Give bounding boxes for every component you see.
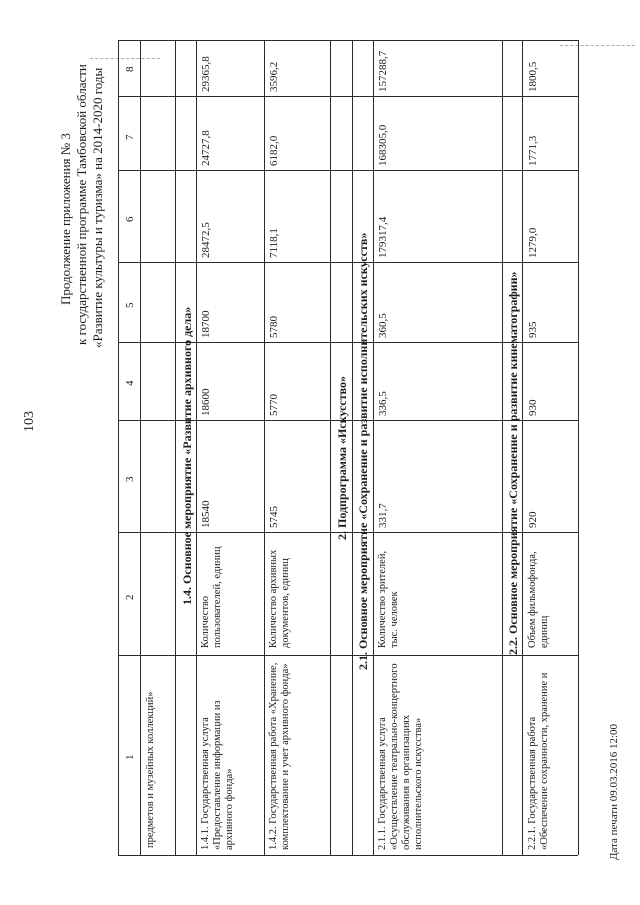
row-3-v8: 157288,7	[377, 50, 389, 92]
row-1-v7: 24727,8	[200, 130, 212, 166]
row-4-v4: 930	[527, 399, 539, 416]
row-1-v6: 28472,5	[200, 222, 212, 258]
row-4-name: 2.2.1. Государственная работа «Обеспечение сохранности, хранение и	[527, 672, 550, 850]
row-3-name: 2.1.1. Государственная услуга «Осуществление театрально-концертного обслуживания в организациях исполнительского искусства»	[377, 663, 424, 850]
row-1-indicator: Количество пользователей, единиц	[200, 546, 223, 648]
row-4-v5: 935	[527, 321, 539, 338]
row-3-v7: 168305,0	[377, 124, 389, 166]
row-2-v5: 5780	[268, 316, 280, 338]
row-3-v6: 179317,4	[377, 216, 389, 258]
col-header-7: 7	[124, 134, 136, 140]
col-header-1: 1	[124, 754, 136, 760]
row-4-v3: 920	[527, 511, 539, 528]
section-2-2: 2.2. Основное мероприятие «Сохранение и развитие кинематографии»	[506, 271, 520, 655]
header-line-3: «Развитие культуры и туризма» на 2014-2020 годы	[90, 67, 105, 348]
header-line-1: Продолжение приложения № 3	[58, 133, 73, 305]
row-2-v6: 7118,1	[268, 228, 280, 258]
col-header-2: 2	[124, 594, 136, 600]
col-header-8: 8	[124, 66, 136, 72]
row-3-v5: 360,5	[377, 313, 389, 338]
col-header-5: 5	[124, 302, 136, 308]
print-date: Дата печати 09.03.2016 12:00	[608, 723, 620, 860]
row-1-v5: 18700	[200, 310, 212, 338]
col-header-4: 4	[124, 380, 136, 386]
page-number: 103	[22, 411, 37, 432]
row-4-v6: 1279,0	[527, 227, 539, 258]
row-1-v8: 29365,8	[200, 56, 212, 92]
row-1-name: 1.4.1. Государственная услуга «Предоставление информации из архивного фонда»	[200, 700, 235, 850]
row-3-v4: 336,5	[377, 391, 389, 416]
row-2-indicator: Количество архивных документов, единиц	[268, 549, 291, 648]
section-1-4: 1.4. Основное мероприятие «Развитие архивного дела»	[180, 306, 194, 605]
col-header-3: 3	[124, 476, 136, 482]
col-header-6: 6	[124, 216, 136, 222]
row-2-v4: 5770	[268, 394, 280, 416]
row-2-name: 1.4.2. Государственная работа «Хранение, комплектование и учет архивного фонда»	[268, 662, 291, 850]
row-2-v8: 3596,2	[268, 61, 280, 92]
row-2-v7: 6182,0	[268, 135, 280, 166]
subprogram-2: 2. Подпрограмма «Искусство»	[335, 375, 349, 540]
top-fragment: предметов и музейных коллекций»	[145, 691, 156, 848]
row-4-v7: 1771,3	[527, 135, 539, 166]
header-line-2: к государственной программе Тамбовской области	[74, 64, 89, 345]
row-2-v3: 5745	[268, 506, 280, 528]
row-3-v3: 331,7	[377, 503, 389, 528]
margin-mark-top	[90, 58, 160, 59]
row-3-indicator: Количество зрителей, тыс. человек	[377, 550, 400, 648]
row-1-v4: 18600	[200, 388, 212, 416]
section-2-1: 2.1. Основное мероприятие «Сохранение и развитие исполнительских искусств»	[356, 232, 370, 670]
row-1-v3: 18540	[200, 500, 212, 528]
row-4-v8: 1800,5	[527, 61, 539, 92]
row-4-indicator: Объем фильмофонда, единиц	[527, 551, 550, 648]
margin-mark-right	[560, 45, 635, 46]
